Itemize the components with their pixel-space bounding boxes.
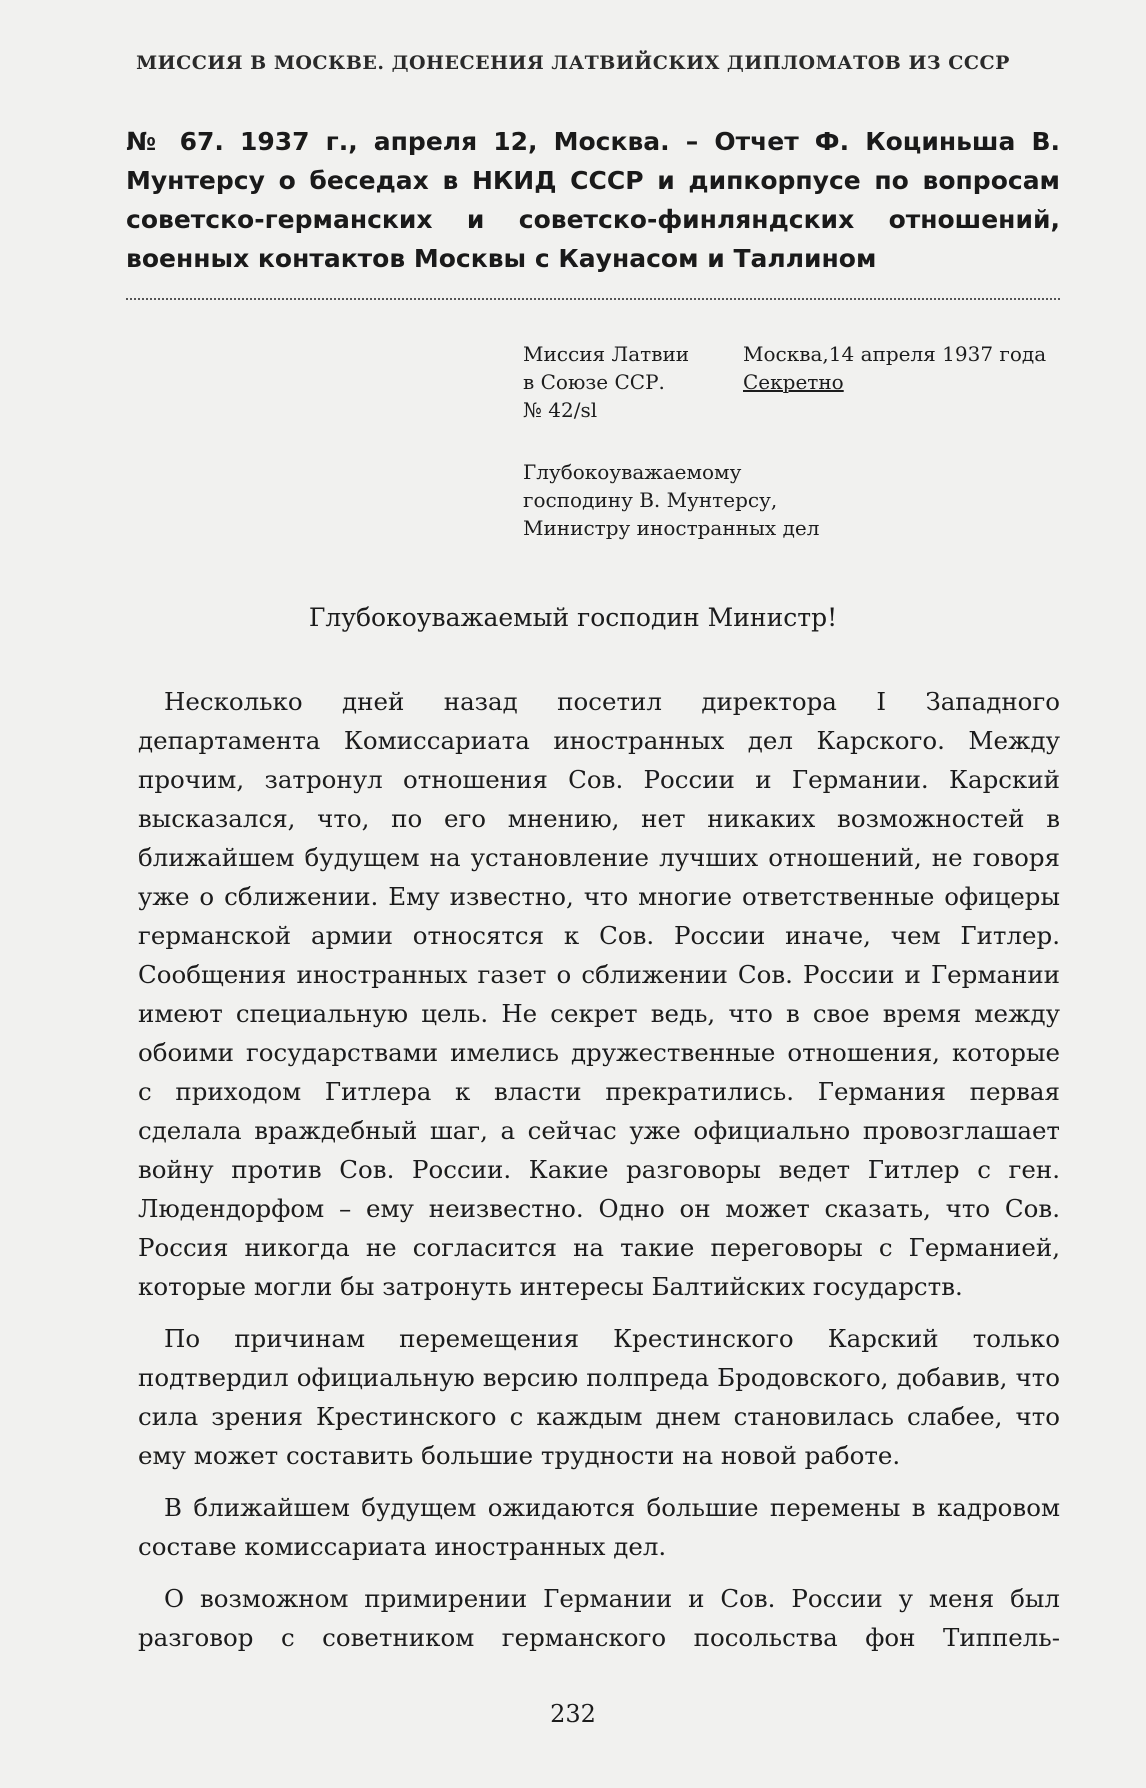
paragraph: О возможном примирении Германии и Сов. России у меня был разговор с советником германского посольства фон Типпель- bbox=[138, 1584, 1060, 1652]
sender-line-1: Миссия Латвии bbox=[523, 342, 690, 366]
salutation: Глубокоуважаемый господин Министр! bbox=[308, 603, 838, 632]
place-date: Москва,14 апреля 1937 года bbox=[743, 342, 1047, 366]
sender-line-2: в Союзе ССР. bbox=[523, 370, 665, 394]
paragraph: По причинам перемещения Крестинского Карский только подтвердил официальную версию полпреда Бродовского, добавив, что сила зрения Крестинского с каждым днем становилась слабее, что ему может составить большие трудности на новой работе. bbox=[138, 1324, 1060, 1470]
addressee-line-2: господину В. Мунтерсу, bbox=[523, 488, 778, 512]
page-number: 232 bbox=[550, 1700, 596, 1728]
sender-block bbox=[523, 340, 733, 424]
addressee-line-3: Министру иностранных дел bbox=[523, 516, 820, 540]
letter-body bbox=[138, 682, 1060, 1670]
reference-number: № 42/sl bbox=[523, 398, 598, 422]
running-head: МИССИЯ В МОСКВЕ. ДОНЕСЕНИЯ ЛАТВИЙСКИХ ДИПЛОМАТОВ ИЗ СССР bbox=[136, 52, 1010, 74]
dotted-divider bbox=[126, 298, 1060, 300]
addressee-line-1: Глубокоуважаемому bbox=[523, 460, 742, 484]
document-title: № 67. 1937 г., апреля 12, Москва. – Отчет Ф. Коциньша В. Мунтерсу о беседах в НКИД СССР и дипкорпусе по вопросам советско-германских и советско-финляндских отношений, военных контактов Москвы с Каунасом и Таллином bbox=[126, 127, 1060, 273]
paragraph: В ближайшем будущем ожидаются большие перемены в кадровом составе комиссариата иностранных дел. bbox=[138, 1493, 1060, 1561]
classification-mark: Секретно bbox=[743, 370, 844, 394]
place-date-block bbox=[743, 340, 1063, 396]
addressee-block bbox=[523, 458, 1063, 542]
paragraph: Несколько дней назад посетил директора I Западного департамента Комиссариата иностранных дел Карского. Между прочим, затронул отношения Сов. России и Германии. Карский высказался, что, по его мнению, нет никаких возможностей в ближайшем будущем на установление лучших отношений, не говоря уже о сближении. Ему известно, что многие ответственные офицеры германской армии относятся к Сов. России иначе, чем Гитлер. Сообщения иностранных газет о сближении Сов. России и Германии имеют специальную цель. Не секрет ведь, что в свое время между обоими государствами имелись дружественные отношения, которые с приходом Гитлера к власти прекратились. Германия первая сделала враждебный шаг, а сейчас уже официально провозглашает войну против Сов. России. Какие разговоры ведет Гитлер с ген. Людендорфом – ему неизвестно. Одно он может сказать, что Сов. Россия никогда не согласится на такие переговоры с Германией, которые могли бы затронуть интересы Балтийских государств. bbox=[138, 687, 1060, 1301]
